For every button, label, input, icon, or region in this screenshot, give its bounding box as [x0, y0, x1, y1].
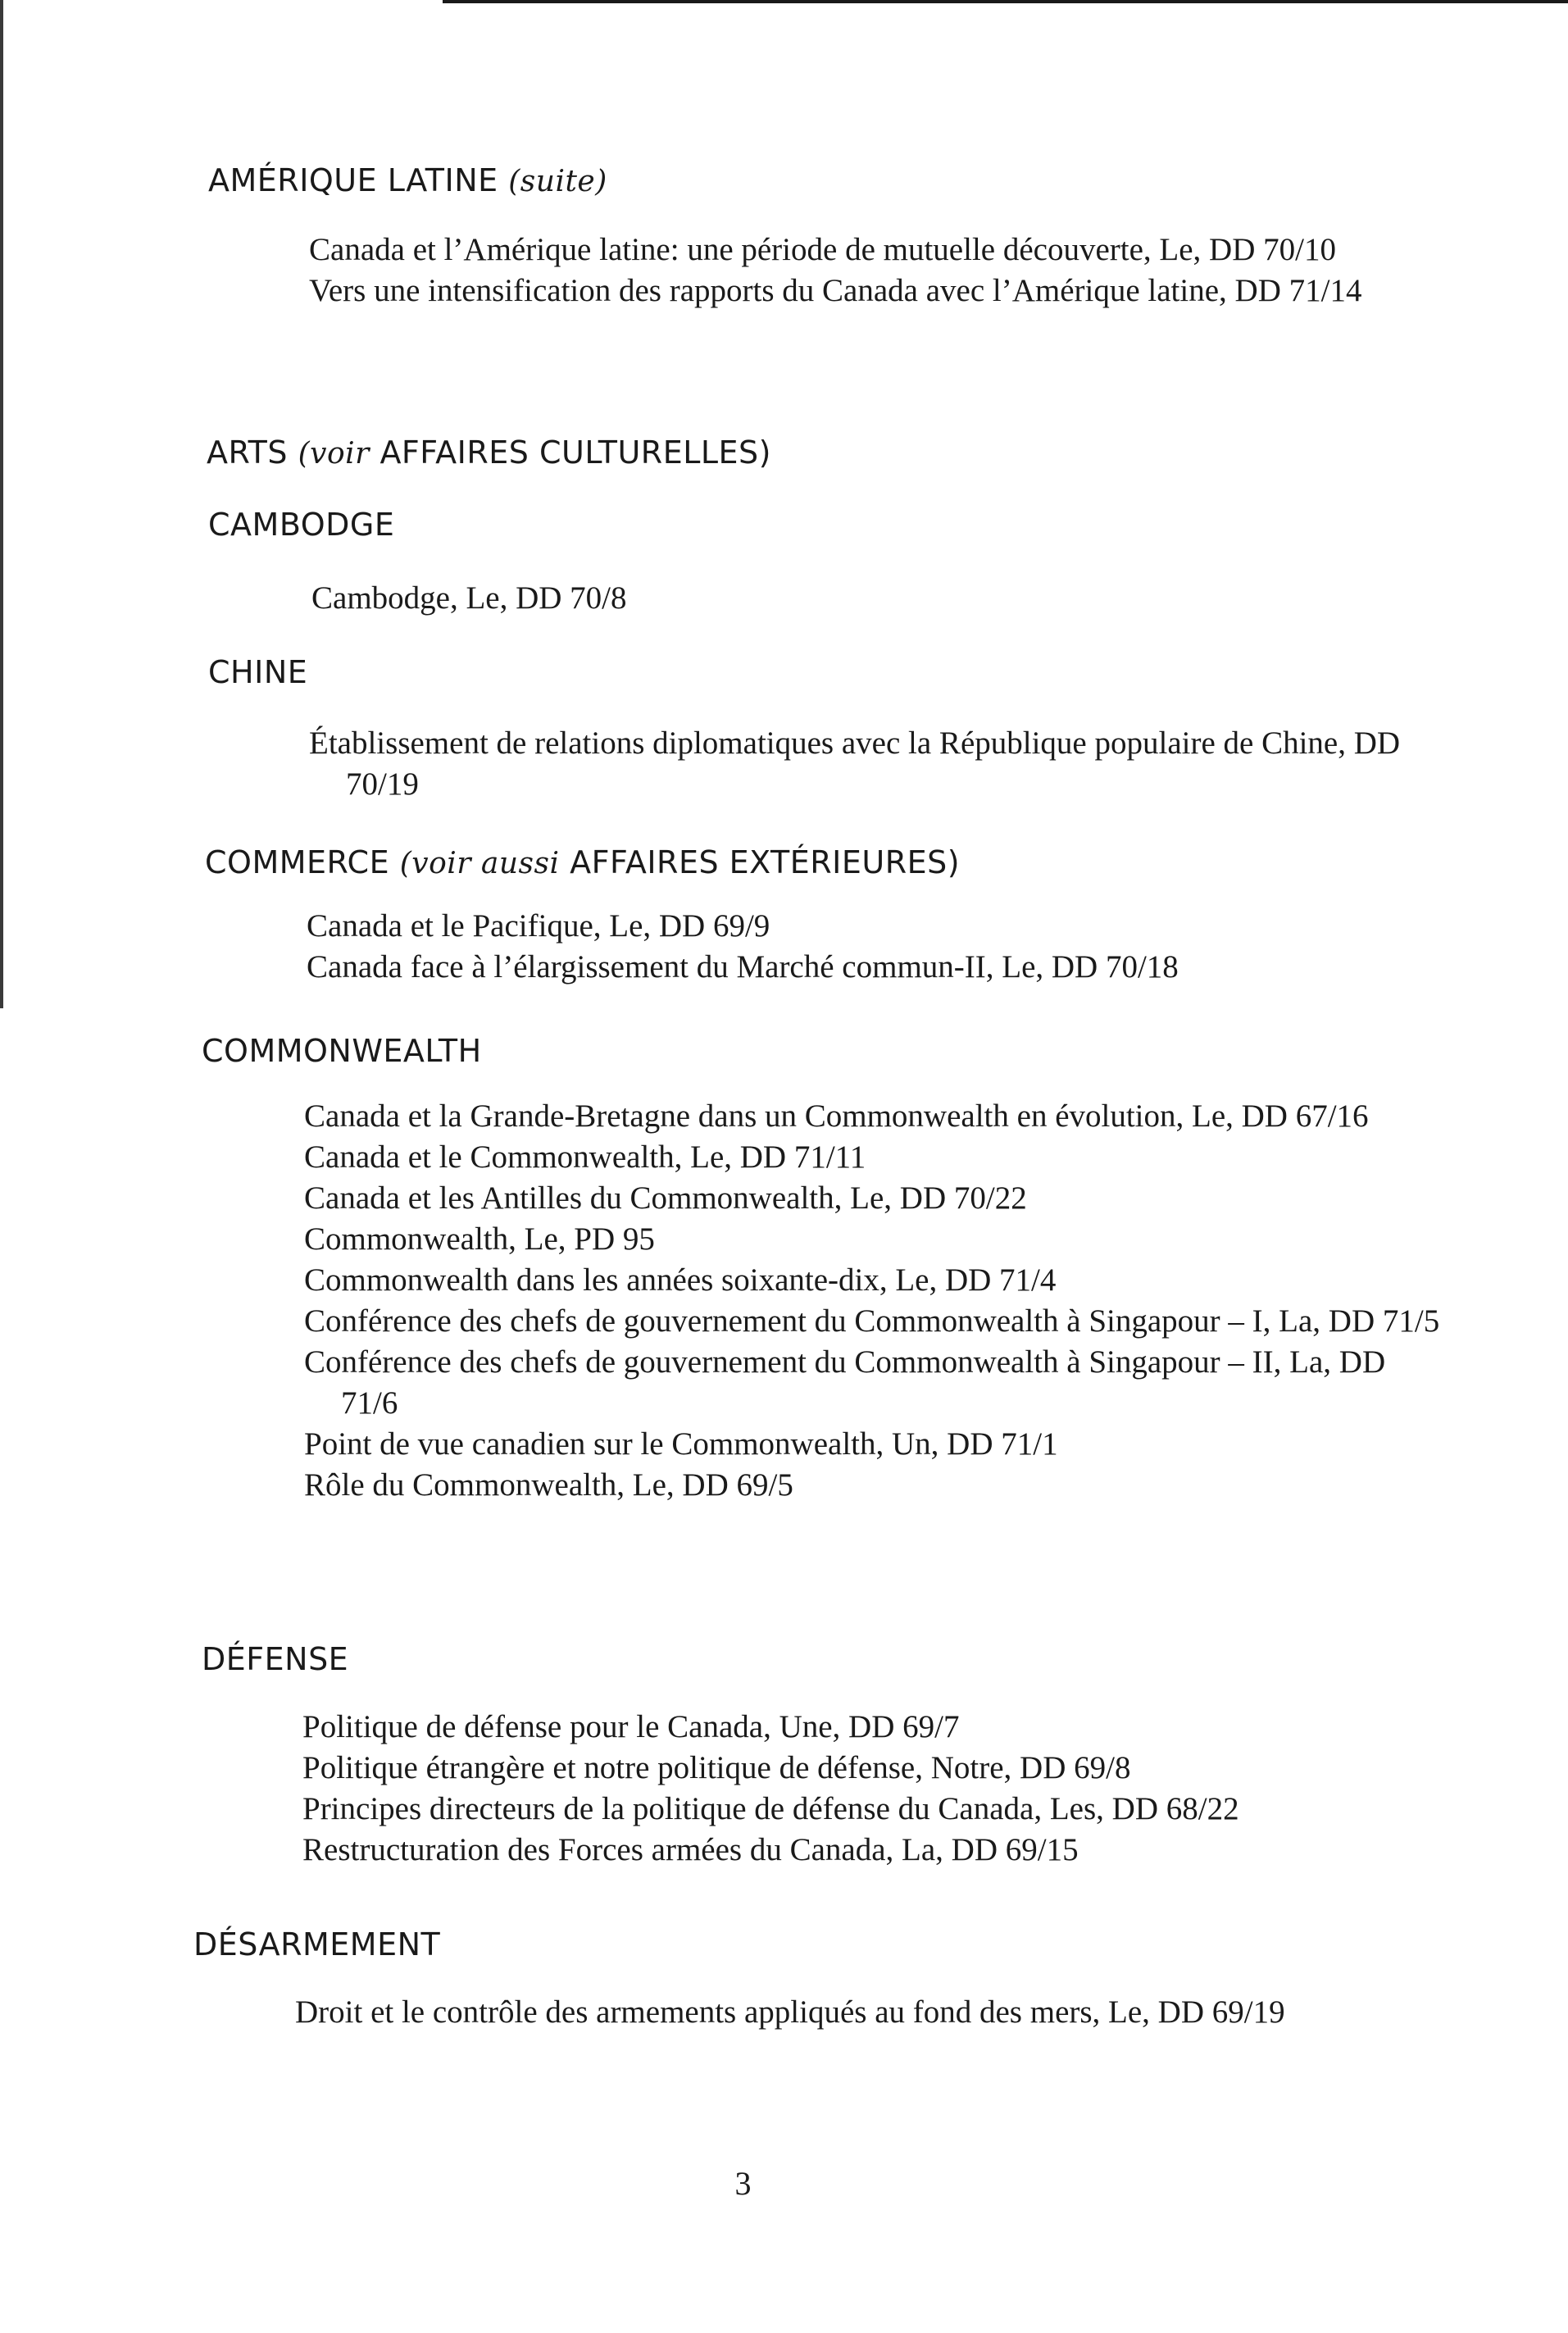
index-entry: Principes directeurs de la politique de défense du Canada, Les, DD 68/22: [302, 1791, 1239, 1826]
index-entry: Canada et le Pacifique, Le, DD 69/9: [307, 908, 770, 944]
index-entry: Commonwealth, Le, PD 95: [304, 1221, 655, 1257]
index-entry: Canada et l’Amérique latine: une période de mutuelle découverte, Le, DD 70/10: [309, 232, 1336, 267]
index-entry: Canada et le Commonwealth, Le, DD 71/11: [304, 1139, 866, 1175]
heading-text: DÉFENSE: [202, 1641, 349, 1677]
heading-text: COMMONWEALTH: [202, 1033, 482, 1069]
page-number: 3: [734, 2165, 752, 2202]
section-heading-desarmement: [193, 1926, 440, 1962]
left-edge-mark: [0, 0, 3, 1008]
index-entry: Canada face à l’élargissement du Marché commun-II, Le, DD 70/18: [307, 949, 1179, 985]
heading-text: COMMERCE: [205, 844, 390, 880]
heading-text-after: AFFAIRES EXTÉRIEURES): [570, 844, 961, 880]
entry-list-commonwealth: [304, 1096, 1443, 1506]
entry-list-commerce: [307, 906, 1454, 988]
section-heading-commerce: [205, 844, 960, 882]
entry-list-cambodge: [311, 578, 1451, 619]
section-heading-arts: [207, 434, 771, 472]
heading-text: AMÉRIQUE LATINE: [208, 162, 498, 198]
heading-text: CAMBODGE: [208, 507, 395, 543]
top-rule: [443, 0, 1568, 3]
section-heading-chine: [208, 654, 307, 690]
heading-note: (suite): [508, 165, 607, 198]
section-heading-defense: [202, 1641, 348, 1677]
heading-note: (voir: [298, 437, 370, 471]
entry-list-amerique-latine: [309, 230, 1448, 312]
index-entry: Point de vue canadien sur le Commonwealth, Un, DD 71/1: [304, 1426, 1058, 1462]
heading-note: (voir aussi: [399, 847, 560, 880]
index-entry: Commonwealth dans les années soixante-dix, Le, DD 71/4: [304, 1262, 1057, 1298]
index-entry: Rôle du Commonwealth, Le, DD 69/5: [304, 1467, 793, 1503]
index-entry: Conférence des chefs de gouvernement du Commonwealth à Singapour – II, La, DD 71/6: [304, 1344, 1386, 1421]
section-heading-cambodge: [208, 507, 394, 543]
heading-text: DÉSARMEMENT: [193, 1926, 441, 1962]
index-entry: Droit et le contrôle des armements appliqués au fond des mers, Le, DD 69/19: [295, 1994, 1285, 2030]
index-entry: Canada et les Antilles du Commonwealth, Le, DD 70/22: [304, 1180, 1027, 1216]
heading-text: CHINE: [208, 654, 308, 690]
section-heading-commonwealth: [202, 1033, 482, 1069]
entry-list-defense: [302, 1707, 1483, 1871]
index-entry: Établissement de relations diplomatiques avec la République populaire de Chine, DD 70/19: [309, 725, 1401, 802]
index-entry: Politique de défense pour le Canada, Une, DD 69/7: [302, 1709, 960, 1744]
entry-list-chine: [309, 723, 1457, 805]
index-entry: Restructuration des Forces armées du Canada, La, DD 69/15: [302, 1832, 1079, 1867]
index-entry: Cambodge, Le, DD 70/8: [311, 580, 627, 616]
section-heading-amerique-latine: [208, 162, 607, 200]
heading-text: ARTS: [207, 434, 288, 471]
entry-list-desarmement: [295, 1992, 1377, 2033]
heading-text-after: AFFAIRES CULTURELLES): [380, 434, 771, 471]
index-entry: Politique étrangère et notre politique de défense, Notre, DD 69/8: [302, 1750, 1131, 1785]
index-entry: Vers une intensification des rapports du Canada avec l’Amérique latine, DD 71/14: [309, 273, 1362, 308]
index-entry: Canada et la Grande-Bretagne dans un Commonwealth en évolution, Le, DD 67/16: [304, 1098, 1369, 1134]
index-entry: Conférence des chefs de gouvernement du Commonwealth à Singapour – I, La, DD 71/5: [304, 1303, 1440, 1339]
